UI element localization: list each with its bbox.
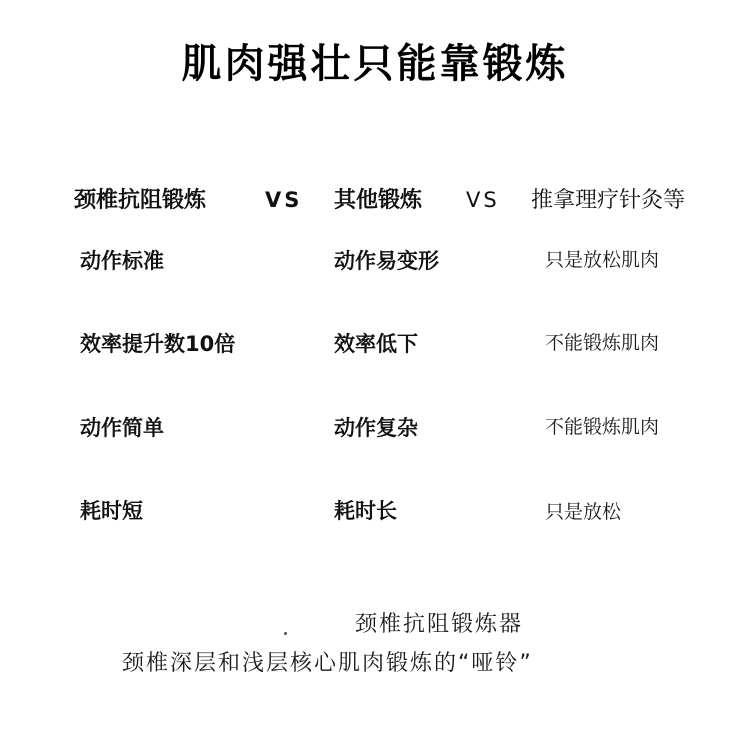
row-col1: 耗时短 bbox=[80, 499, 143, 523]
header-col1: 颈椎抗阻锻炼 bbox=[74, 188, 207, 213]
row-col2: 动作复杂 bbox=[334, 416, 418, 440]
row-col1: 效率提升数10倍 bbox=[80, 332, 236, 356]
row-col3: 只是放松肌肉 bbox=[545, 249, 660, 271]
row-col1: 动作简单 bbox=[80, 416, 164, 440]
row-col1: 动作标准 bbox=[80, 249, 164, 273]
header-col3: 推拿理疗针灸等 bbox=[531, 188, 686, 213]
header-vs1: VS bbox=[265, 188, 303, 212]
row-col2: 耗时长 bbox=[334, 499, 397, 523]
decorative-dot bbox=[284, 632, 287, 635]
product-name: 颈椎抗阻锻炼器 bbox=[355, 612, 524, 637]
header-vs2: VS bbox=[466, 188, 500, 212]
row-col3: 只是放松 bbox=[545, 501, 622, 523]
header-col2: 其他锻炼 bbox=[334, 188, 423, 213]
page-title: 肌肉强壮只能靠锻炼 bbox=[181, 41, 569, 87]
product-tagline: 颈椎深层和浅层核心肌肉锻炼的“哑铃” bbox=[122, 651, 533, 676]
row-col2: 效率低下 bbox=[334, 332, 418, 356]
row-col3: 不能锻炼肌肉 bbox=[545, 332, 660, 354]
row-col3: 不能锻炼肌肉 bbox=[545, 416, 660, 438]
row-col2: 动作易变形 bbox=[334, 249, 439, 273]
